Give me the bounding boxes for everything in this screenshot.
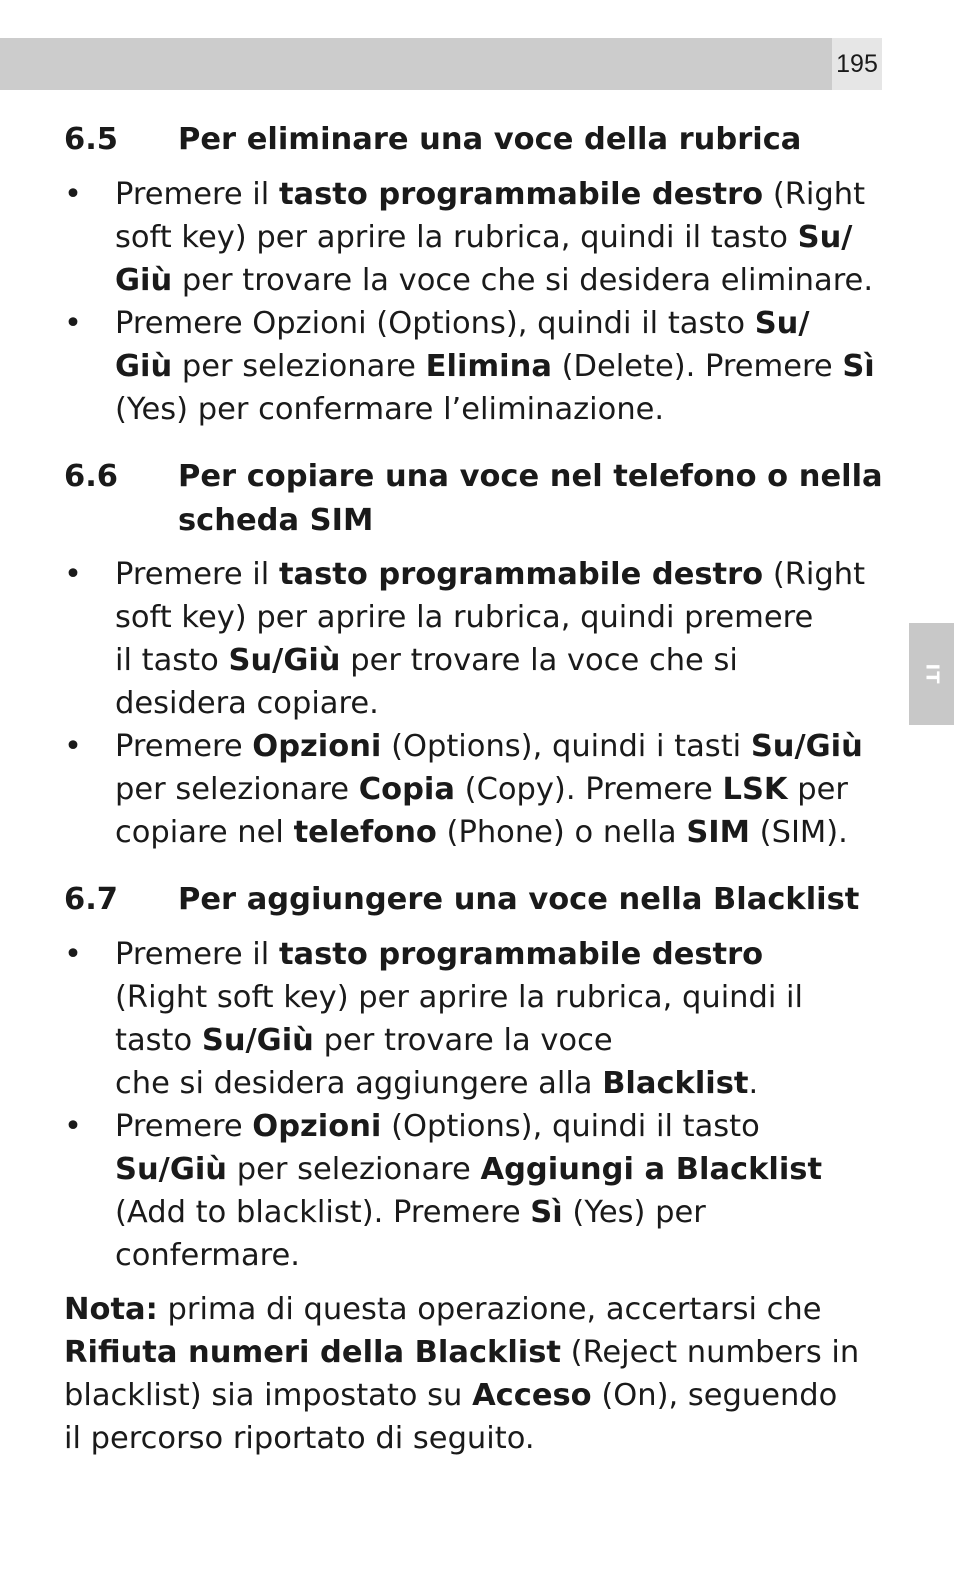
language-tab: [909, 623, 954, 725]
bold-term: Su/Giù: [201, 1023, 314, 1058]
section-number: 6.6: [64, 459, 119, 494]
bold-term: Su/: [797, 220, 853, 255]
note-paragraph: Nota: prima di questa operazione, accertarsi che Rifiuta numeri della Blacklist (Reject numbers in blacklist) sia impostato su Acceso (On), seguendo il percorso riportato di seguito.: [64, 1292, 860, 1456]
bold-term: Aggiungi a Blacklist: [480, 1152, 823, 1187]
bold-term: Opzioni: [252, 1109, 382, 1144]
bold-term: Giù: [115, 349, 173, 384]
bold-term: Opzioni: [252, 729, 382, 764]
language-tab-label: IT: [921, 663, 942, 685]
bold-term: Copia: [358, 772, 455, 807]
bold-term: Su/Giù: [115, 1152, 228, 1187]
bold-term: tasto programmabile destro: [278, 557, 764, 592]
section-6-5: [64, 118, 898, 431]
bold-term: Giù: [115, 263, 173, 298]
section-title: Per eliminare una voce della rubrica: [178, 122, 802, 157]
bold-term: Blacklist: [602, 1066, 749, 1101]
bold-term: Su/Giù: [228, 643, 341, 678]
bold-term: Su/: [754, 306, 810, 341]
bullet-item: • Premere il tasto programmabile destro (Right soft key) per aprire la rubrica, quindi il tasto Su/ Giù per trovare la voce che si desidera eliminare.: [64, 173, 898, 302]
page-content: [64, 118, 898, 1460]
header-band: [0, 38, 832, 90]
section-heading: [64, 455, 898, 543]
section-title: Per aggiungere una voce nella Blacklist: [178, 882, 860, 917]
section-6-6: [64, 455, 898, 854]
bullet-item: • Premere Opzioni (Options), quindi i tasti Su/Giù per selezionare Copia (Copy). Premere LSK per copiare nel telefono (Phone) o nella SIM (SIM).: [64, 725, 898, 854]
bold-term: Acceso: [472, 1378, 592, 1413]
bold-term: Elimina: [425, 349, 552, 384]
page-number: 195: [832, 38, 882, 90]
bold-term: SIM: [686, 815, 750, 850]
section-heading: [64, 118, 898, 162]
bullet-list: [64, 933, 898, 1277]
bullet-item: • Premere il tasto programmabile destro (Right soft key) per aprire la rubrica, quindi il tasto Su/Giù per trovare la voce che si desidera aggiungere alla Blacklist.: [64, 933, 898, 1105]
bold-term: Sì: [842, 349, 875, 384]
bold-term: telefono: [293, 815, 437, 850]
bullet-list: [64, 173, 898, 431]
bold-term: LSK: [722, 772, 788, 807]
section-number: 6.7: [64, 882, 119, 917]
bold-term: Sì: [530, 1195, 563, 1230]
bold-term: Su/Giù: [750, 729, 863, 764]
section-number: 6.5: [64, 122, 119, 157]
section-6-7: [64, 878, 898, 1277]
section-title: Per copiare una voce nel telefono o nella scheda SIM: [178, 459, 883, 538]
bold-term: tasto programmabile destro: [278, 937, 764, 972]
bullet-list: [64, 553, 898, 854]
bullet-item: • Premere Opzioni (Options), quindi il tasto Su/ Giù per selezionare Elimina (Delete). Premere Sì (Yes) per confermare l’eliminazione.: [64, 302, 898, 431]
bold-term: tasto programmabile destro: [278, 177, 764, 212]
bullet-item: • Premere il tasto programmabile destro (Right soft key) per aprire la rubrica, quindi premere il tasto Su/Giù per trovare la voce che si desidera copiare.: [64, 553, 898, 725]
bold-term: Rifiuta numeri della Blacklist: [64, 1335, 561, 1370]
section-heading: [64, 878, 898, 922]
bold-term: Nota:: [64, 1292, 158, 1327]
bullet-item: • Premere Opzioni (Options), quindi il tasto Su/Giù per selezionare Aggiungi a Blacklist (Add to blacklist). Premere Sì (Yes) per confermare.: [64, 1105, 898, 1277]
